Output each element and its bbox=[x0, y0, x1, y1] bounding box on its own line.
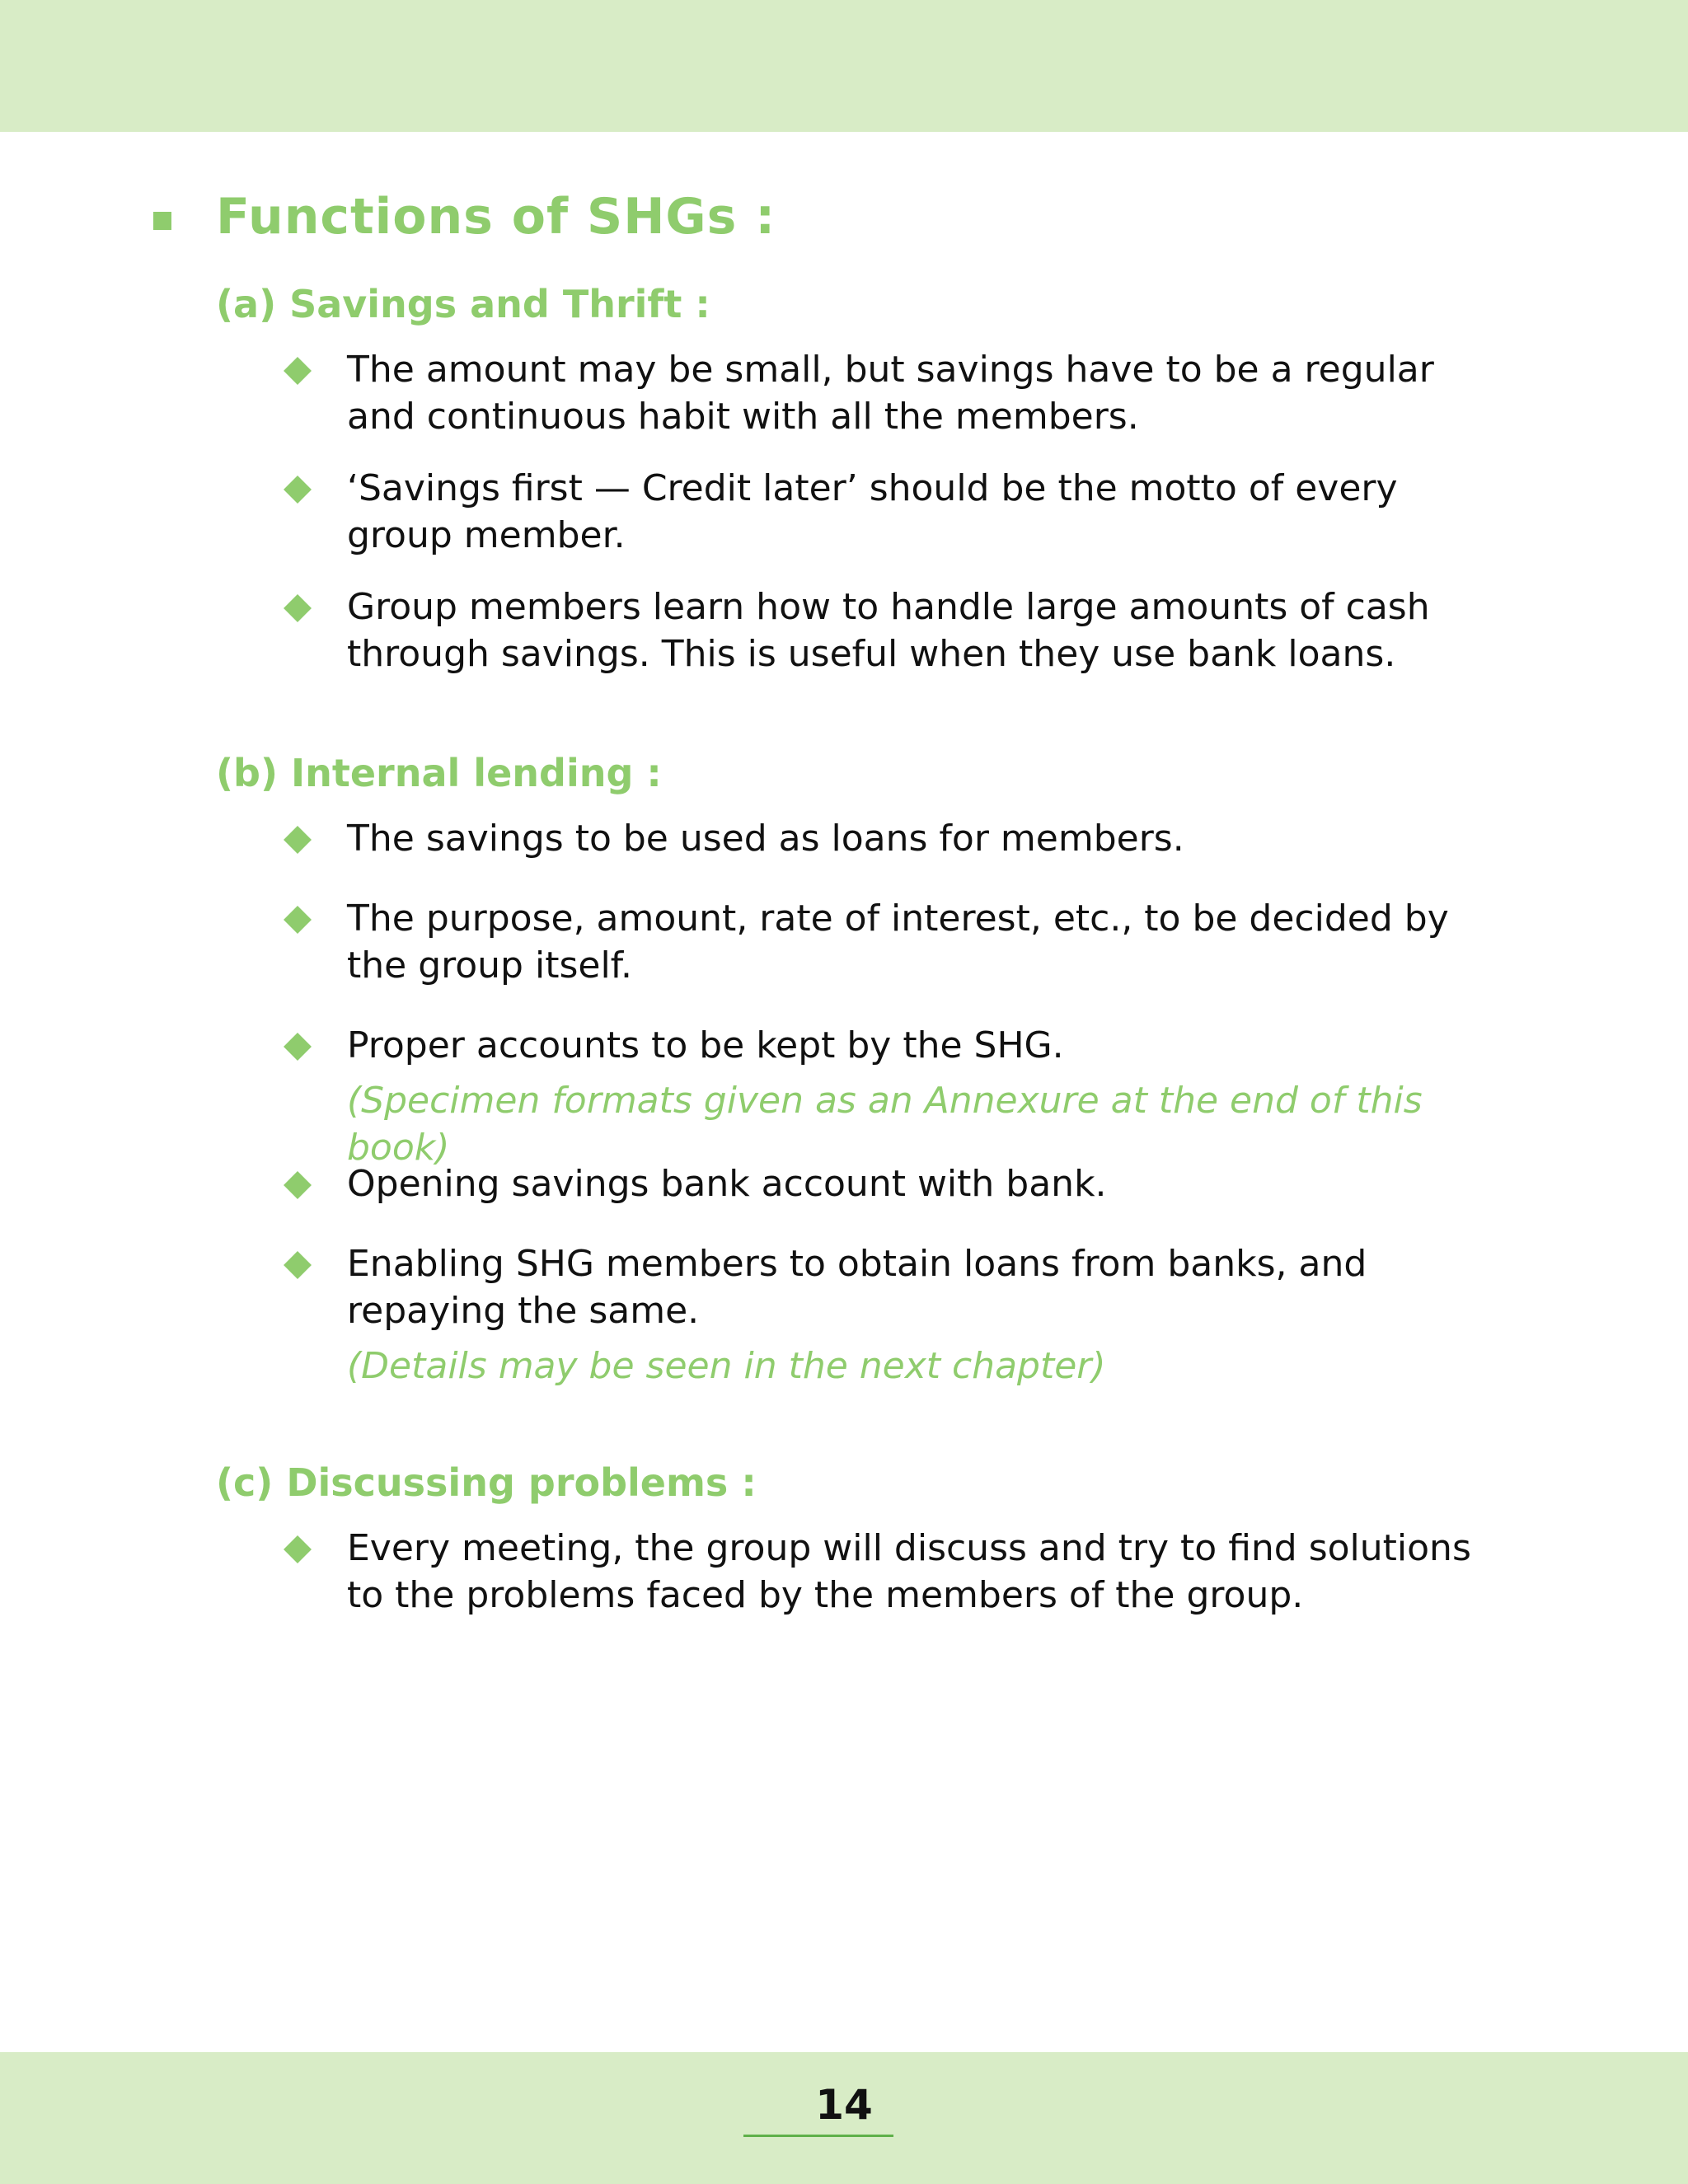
list-item: The purpose, amount, rate of interest, etc., to be decided by the group itself. bbox=[347, 898, 1449, 987]
diamond-bullet-icon bbox=[284, 826, 312, 854]
list-item: Every meeting, the group will discuss and try to find solutions to the problems faced by the members of the group. bbox=[347, 1527, 1471, 1616]
section-title-savings: (a) Savings and Thrift : bbox=[216, 282, 710, 326]
list-item: Group members learn how to handle large amounts of cash through savings. This is useful when they use bank loans. bbox=[347, 586, 1430, 675]
chapter-note: (Details may be seen in the next chapter) bbox=[347, 1345, 1106, 1387]
list-item: ‘Savings first — Credit later’ should be the motto of every group member. bbox=[347, 467, 1398, 556]
diamond-bullet-icon bbox=[284, 357, 312, 385]
section-title-problems: (c) Discussing problems : bbox=[216, 1460, 757, 1505]
diamond-bullet-icon bbox=[284, 594, 312, 622]
list-item-text: Proper accounts to be kept by the SHG. bbox=[347, 1024, 1064, 1066]
list-item bbox=[347, 1022, 1484, 1171]
page-number: 14 bbox=[815, 2081, 873, 2129]
list-item: Opening savings bank account with bank. bbox=[347, 1163, 1107, 1205]
diamond-bullet-icon bbox=[284, 906, 312, 934]
diamond-bullet-icon bbox=[284, 1033, 312, 1061]
list-item: The savings to be used as loans for members. bbox=[347, 818, 1184, 860]
diamond-bullet-icon bbox=[284, 1535, 312, 1563]
section-title-lending: (b) Internal lending : bbox=[216, 751, 662, 795]
header-band bbox=[0, 0, 1688, 132]
page-number-underline bbox=[743, 2135, 893, 2137]
diamond-bullet-icon bbox=[284, 1251, 312, 1279]
diamond-bullet-icon bbox=[284, 1171, 312, 1199]
annexure-note: (Specimen formats given as an Annexure at the end of this book) bbox=[347, 1080, 1423, 1169]
list-item bbox=[347, 1240, 1484, 1390]
page-heading: Functions of SHGs : bbox=[216, 188, 776, 246]
square-bullet-icon bbox=[153, 212, 171, 230]
list-item: The amount may be small, but savings have to be a regular and continuous habit with all the members. bbox=[347, 349, 1434, 438]
list-item-text: Enabling SHG members to obtain loans from banks, and repaying the same. bbox=[347, 1243, 1367, 1332]
diamond-bullet-icon bbox=[284, 476, 312, 504]
